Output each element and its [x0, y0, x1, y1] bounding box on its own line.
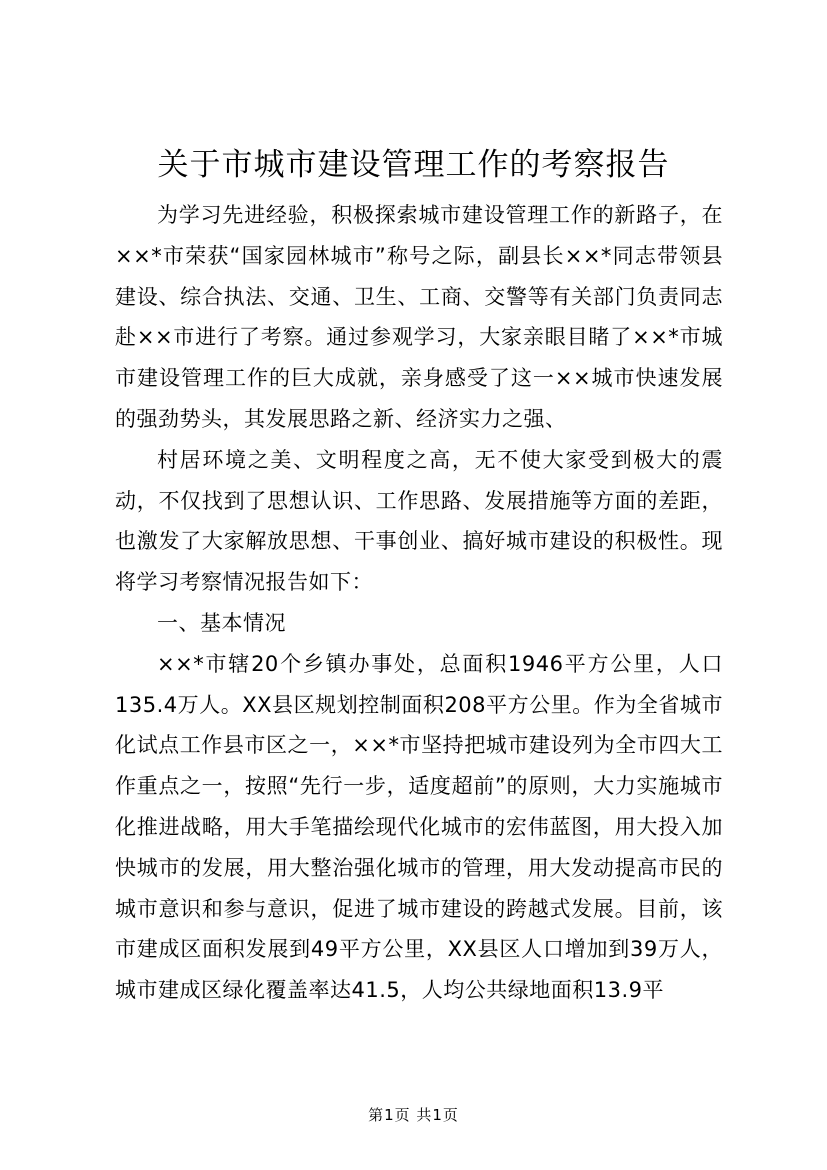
paragraph-basic-situation: ××*市辖20个乡镇办事处，总面积1946平方公里，人口135.4万人。XX县区规划控制面积208平方公里。作为全省城市化试点工作县市区之一，××*市坚持把城市建设列为全市四大工作重点之一，按照“先行一步，适度超前”的原则，大力实施城市化推进战略，用大手笔描绘现代化城市的宏伟蓝图，用大投入加快城市的发展，用大整治强化城市的管理，用大发动提高市民的城市意识和参与意识，促进了城市建设的跨越式发展。目前，该市建成区面积发展到49平方公里，XX县区人口增加到39万人，城市建成区绿化覆盖率达41.5，人均公共绿地面积13.9平	[115, 651, 723, 1003]
document-body	[115, 195, 723, 1011]
document-title: 关于市城市建设管理工作的考察报告	[157, 147, 670, 183]
paragraph-continuation: 村居环境之美、文明程度之高，无不使大家受到极大的震动，不仅找到了思想认识、工作思路、发展措施等方面的差距，也激发了大家解放思想、干事创业、搞好城市建设的积极性。现将学习考察情况报告如下：	[115, 447, 723, 595]
section-heading-basic-situation: 一、基本情况	[157, 610, 286, 635]
page-footer: 第1页 共1页	[368, 1106, 459, 1124]
paragraph-intro: 为学习先进经验，积极探索城市建设管理工作的新路子，在××*市荣获“国家园林城市”称号之际，副县长××*同志带领县建设、综合执法、交通、卫生、工商、交警等有关部门负责同志赴××市进行了考察。通过参观学习，大家亲眼目睹了××*市城市建设管理工作的巨大成就，亲身感受了这一××城市快速发展的强劲势头，其发展思路之新、经济实力之强、	[115, 203, 723, 431]
